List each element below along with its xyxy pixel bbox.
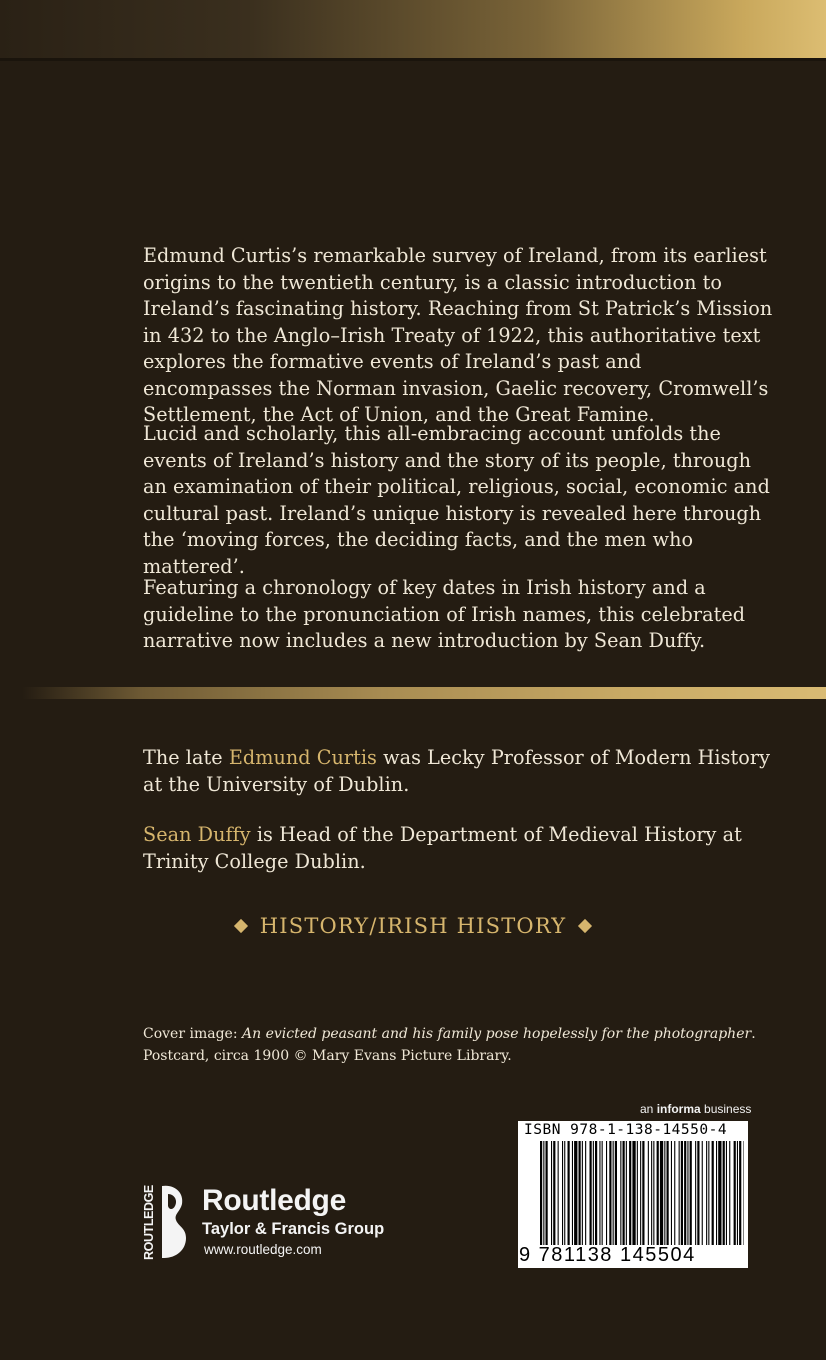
- isbn-barcode: [518, 1121, 748, 1268]
- barcode-bar: [695, 1141, 696, 1245]
- barcode-bar: [558, 1141, 559, 1245]
- bio-text-curtis: was Lecky Professor of Modern History at the University of Dublin.: [143, 746, 770, 796]
- barcode-bar: [702, 1141, 703, 1245]
- subject-label: HISTORY/IRISH HISTORY: [259, 914, 567, 938]
- barcode-bar: [718, 1141, 721, 1245]
- barcode-bar: [582, 1141, 583, 1245]
- informa-suffix: business: [700, 1102, 752, 1116]
- diamond-left-icon: [234, 918, 248, 932]
- author-name-curtis: Edmund Curtis: [228, 746, 377, 769]
- barcode-bar: [606, 1141, 607, 1245]
- routledge-logo: [140, 1180, 400, 1270]
- barcode-bar: [546, 1141, 548, 1245]
- barcode-bar: [723, 1141, 725, 1245]
- barcode-bar: [593, 1141, 594, 1245]
- barcode-bar: [706, 1141, 707, 1245]
- isbn-text: ISBN 978-1-138-14550-4: [524, 1122, 728, 1138]
- barcode-bar: [671, 1141, 672, 1245]
- barcode-bar: [667, 1141, 669, 1245]
- barcode-bar: [620, 1141, 621, 1245]
- blurb-paragraph-2: Lucid and scholarly, this all-embracing account unfolds the events of Ireland’s history and the story of its people, through an examination of their political, religious, social, economic and cultural past. Ireland’s unique history is revealed here through the ‘moving forces, the deciding facts, and the men who mattered’.: [143, 422, 770, 578]
- barcode-bar: [674, 1141, 675, 1245]
- barcode-bar: [734, 1141, 736, 1245]
- barcode-bar: [564, 1141, 565, 1245]
- barcode-bar: [744, 1141, 745, 1245]
- barcode-bar: [553, 1141, 555, 1245]
- barcode-bar: [687, 1141, 688, 1245]
- barcode-bar: [585, 1141, 586, 1245]
- credit-title: An evicted peasant and his family pose hopelessly for the photographer: [242, 1026, 752, 1042]
- barcode-bar: [590, 1141, 592, 1245]
- bio-prefix: The late: [143, 746, 229, 769]
- credit-rest: . Postcard, circa 1900 © Mary Evans Picture Library.: [143, 1026, 756, 1064]
- barcode-bar: [613, 1141, 614, 1245]
- barcode-bar: [664, 1141, 665, 1245]
- publisher-website: www.routledge.com: [204, 1242, 322, 1257]
- gold-divider: [22, 687, 826, 699]
- barcode-bar: [637, 1141, 638, 1245]
- barcode-bar: [679, 1141, 680, 1245]
- barcode-bar: [599, 1141, 600, 1245]
- barcode-bar: [726, 1141, 727, 1245]
- publisher-name: Routledge: [202, 1184, 346, 1217]
- barcode-bar: [623, 1141, 625, 1245]
- barcode-bar: [543, 1141, 544, 1245]
- barcode-bar: [602, 1141, 603, 1245]
- barcode-bar: [551, 1141, 552, 1245]
- informa-tagline: [640, 1102, 751, 1116]
- author-bio-curtis: [143, 745, 773, 798]
- barcode-bars: [540, 1141, 744, 1245]
- cover-image-credit: [143, 1023, 763, 1067]
- author-bio-duffy: [143, 822, 773, 875]
- blurb-paragraph-3: Featuring a chronology of key dates in Irish history and a guideline to the pronunciation of Irish names, this celebrated narrative now includes a new introduction by Sean Duffy.: [143, 576, 746, 652]
- barcode-bar: [729, 1141, 730, 1245]
- barcode-bar: [708, 1141, 709, 1245]
- barcode-bar: [626, 1141, 627, 1245]
- subject-category: [0, 914, 826, 938]
- barcode-bar: [712, 1141, 714, 1245]
- barcode-bar: [681, 1141, 683, 1245]
- credit-label: Cover image:: [143, 1026, 242, 1042]
- publisher-group: Taylor & Francis Group: [202, 1220, 385, 1238]
- barcode-bar: [660, 1141, 663, 1245]
- barcode-bar: [684, 1141, 686, 1245]
- barcode-bar: [642, 1141, 644, 1245]
- routledge-emblem-icon: [140, 1182, 196, 1262]
- bio-text-duffy: is Head of the Department of Medieval History at Trinity College Dublin.: [143, 823, 742, 873]
- barcode-bar: [716, 1141, 717, 1245]
- barcode-bar: [651, 1141, 652, 1245]
- blurb-paragraph-1: Edmund Curtis’s remarkable survey of Ireland, from its earliest origins to the twentieth century, is a classic introduction to Ireland’s fascinating history. Reaching from St Patrick’s Mission in 432 to the Anglo–Irish Treaty of 1922, this authoritative text explores the formative events of Ireland’s past and encompasses the Norman invasion, Gaelic recovery, Cromwell’s Settlement, the Act of Union, and the Great Famine.: [143, 244, 773, 426]
- barcode-bar: [540, 1141, 542, 1245]
- barcode-bar: [657, 1141, 659, 1245]
- barcode-bar: [697, 1141, 699, 1245]
- barcode-bar: [595, 1141, 597, 1245]
- barcode-bar: [562, 1141, 563, 1245]
- barcode-bar: [615, 1141, 617, 1245]
- barcode-bar: [632, 1141, 635, 1245]
- diamond-right-icon: [578, 918, 592, 932]
- top-gold-band: [0, 0, 826, 58]
- barcode-bar: [568, 1141, 570, 1245]
- barcode-bar: [572, 1141, 573, 1245]
- barcode-bar: [609, 1141, 611, 1245]
- barcode-digits: 9 781138 145504: [519, 1244, 696, 1266]
- barcode-bar: [579, 1141, 581, 1245]
- barcode-bar: [690, 1141, 692, 1245]
- barcode-bar: [640, 1141, 641, 1245]
- informa-prefix: an: [640, 1102, 657, 1116]
- author-name-duffy: Sean Duffy: [143, 823, 251, 846]
- top-band-shadow: [0, 58, 826, 61]
- barcode-bar: [648, 1141, 649, 1245]
- barcode-bar: [653, 1141, 654, 1245]
- barcode-bar: [737, 1141, 738, 1245]
- informa-word: informa: [656, 1102, 701, 1116]
- publisher-wordmark: [202, 1184, 384, 1260]
- routledge-vertical-wordmark: ROUTLEDGE: [142, 1185, 156, 1260]
- barcode-bar: [574, 1141, 577, 1245]
- barcode-bar: [739, 1141, 741, 1245]
- barcode-bar: [629, 1141, 631, 1245]
